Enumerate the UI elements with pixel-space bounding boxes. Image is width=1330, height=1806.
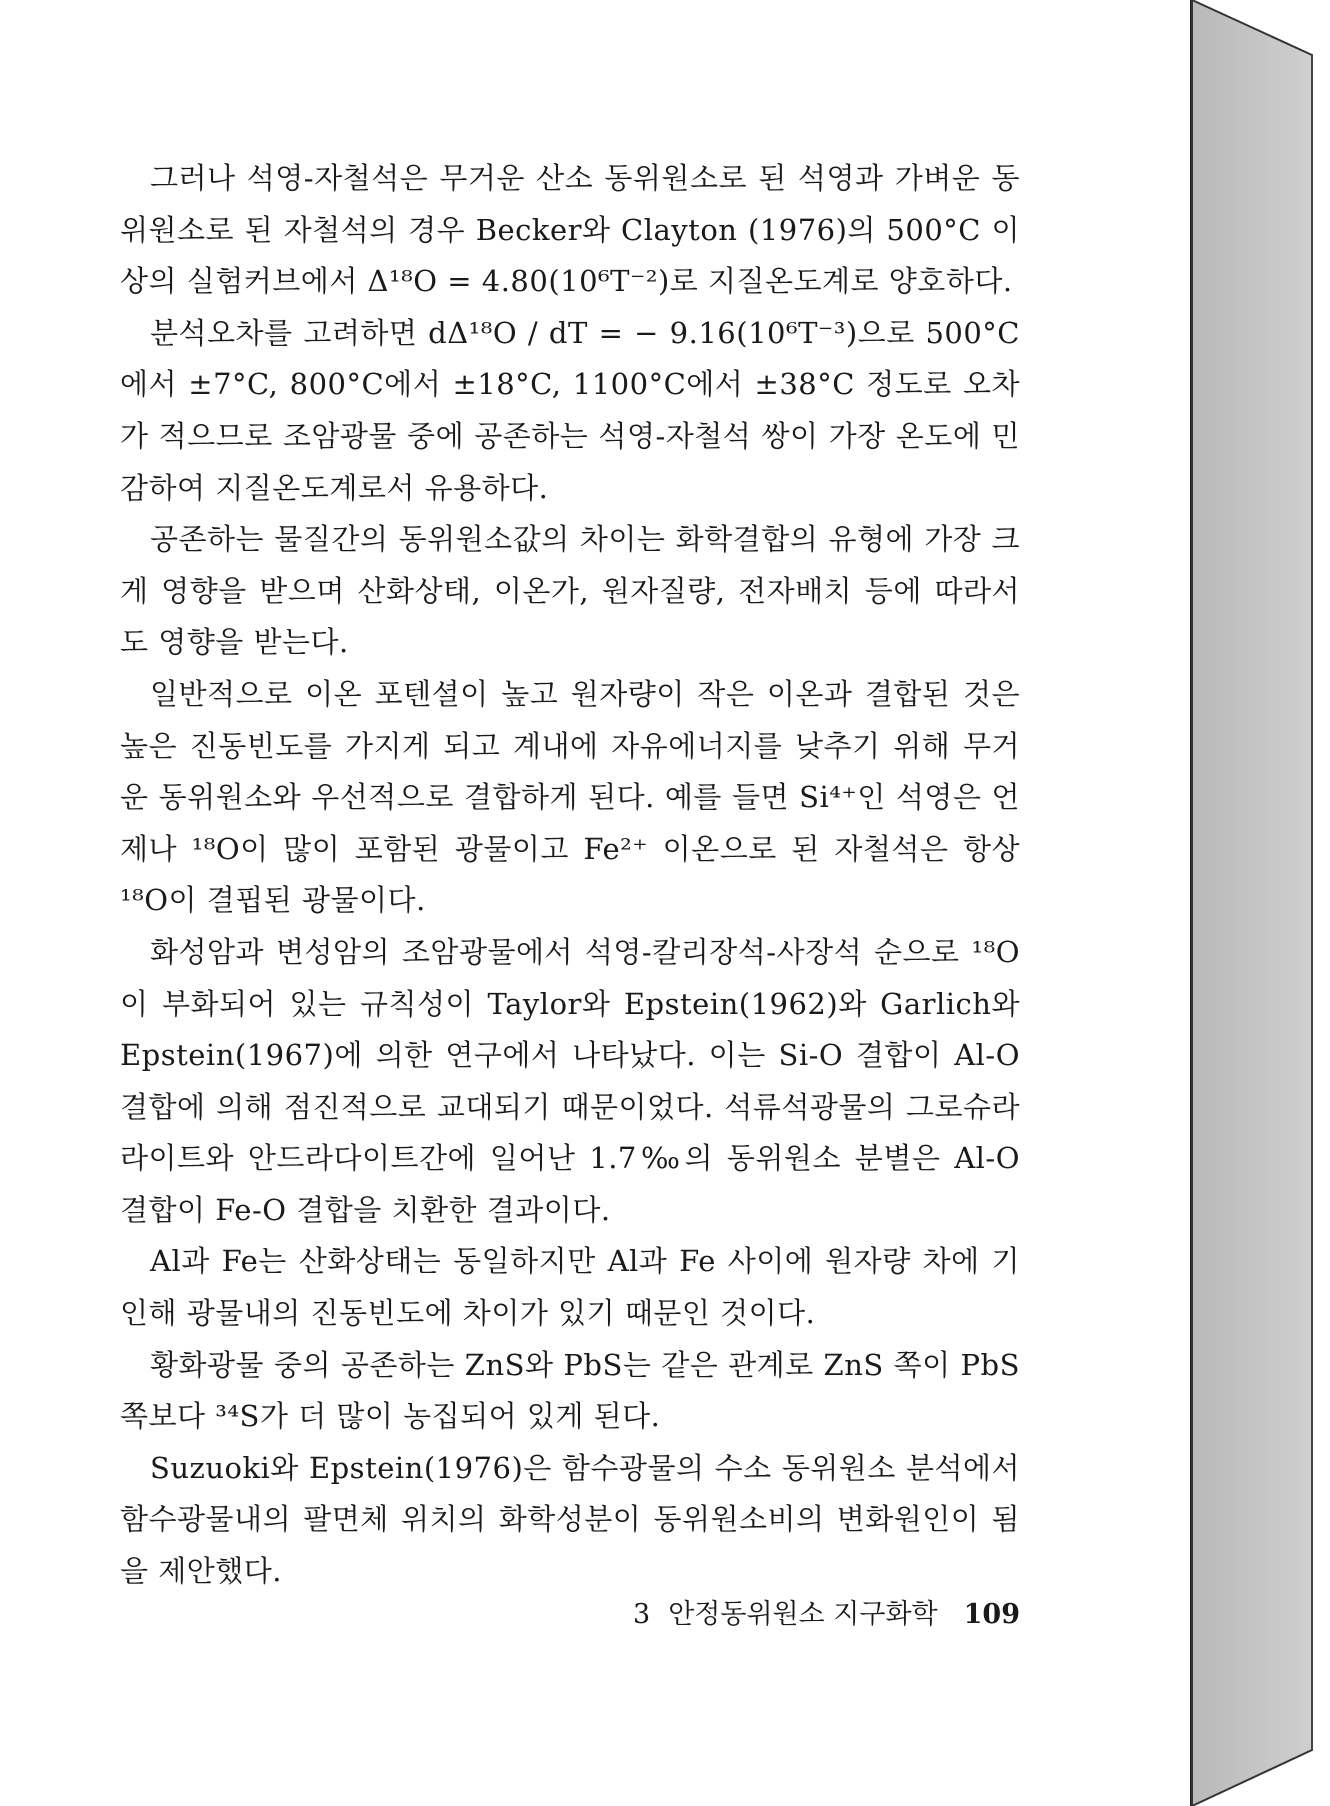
paragraph-3: 공존하는 물질간의 동위원소값의 차이는 화학결합의 유형에 가장 크게 영향을 받으며 산화상태, 이온가, 원자질량, 전자배치 등에 따라서도 영향을 받는다. <box>120 522 1020 660</box>
paragraph-5: 화성암과 변성암의 조암광물에서 석영-칼리장석-사장석 순으로 ¹⁸O이 부화되어 있는 규칙성이 Taylor와 Epstein(1962)와 Garlich와 Epstein(1967)에 의한 연구에서 나타났다. 이는 Si-O 결합이 Al-O 결합에 의해 점진적으로 교대되기 때문이었다. 석류석광물의 그로슈라라이트와 안드라다이트간에 일어난 1.7‰의 동위원소 분별은 Al-O 결합이 Fe-O 결합을 치환한 결과이다. <box>120 934 1020 1227</box>
paragraph-2: 분석오차를 고려하면 dΔ¹⁸O / dT = − 9.16(10⁶T⁻³)으로 500°C에서 ±7°C, 800°C에서 ±18°C, 1100°C에서 ±38°C 정도로 오차가 적으므로 조암광물 중에 공존하는 석영-자철석 쌍이 가장 온도에 민감하여 지질온도계로서 유용하다. <box>120 315 1020 505</box>
paragraph-8: Suzuoki와 Epstein(1976)은 함수광물의 수소 동위원소 분석에서 함수광물내의 팔면체 위치의 화학성분이 동위원소비의 변화원인이 됨을 제안했다. <box>120 1450 1020 1589</box>
book-page-edge <box>1190 0 1330 1806</box>
paragraph-4: 일반적으로 이온 포텐셜이 높고 원자량이 작은 이온과 결합된 것은 높은 진동빈도를 가지게 되고 계내에 자유에너지를 낮추기 위해 무거운 동위원소와 우선적으로 결합하게 된다. 예를 들면 Si⁴⁺인 석영은 언제나 ¹⁸O이 많이 포함된 광물이고 Fe²⁺ 이온으로 된 자철석은 항상 ¹⁸O이 결핍된 광물이다. <box>120 676 1020 918</box>
page-number: 109 <box>963 1599 1020 1630</box>
footer-chapter-title: 안정동위원소 지구화학 <box>668 1599 938 1630</box>
body-text <box>120 153 1020 1598</box>
running-footer <box>600 1592 1020 1631</box>
paragraph-6: Al과 Fe는 산화상태는 동일하지만 Al과 Fe 사이에 원자량 차에 기인해 광물내의 진동빈도에 차이가 있기 때문인 것이다. <box>120 1244 1020 1331</box>
paragraph-7: 황화광물 중의 공존하는 ZnS와 PbS는 같은 관계로 ZnS 쪽이 PbS 쪽보다 ³⁴S가 더 많이 농집되어 있게 된다. <box>120 1347 1020 1434</box>
footer-chapter-number: 3 <box>633 1599 651 1630</box>
paragraph-1: 그러나 석영-자철석은 무거운 산소 동위원소로 된 석영과 가벼운 동위원소로 된 자철석의 경우 Becker와 Clayton (1976)의 500°C 이상의 실험커브에서 Δ¹⁸O = 4.80(10⁶T⁻²)로 지질온도계로 양호하다. <box>120 161 1020 299</box>
